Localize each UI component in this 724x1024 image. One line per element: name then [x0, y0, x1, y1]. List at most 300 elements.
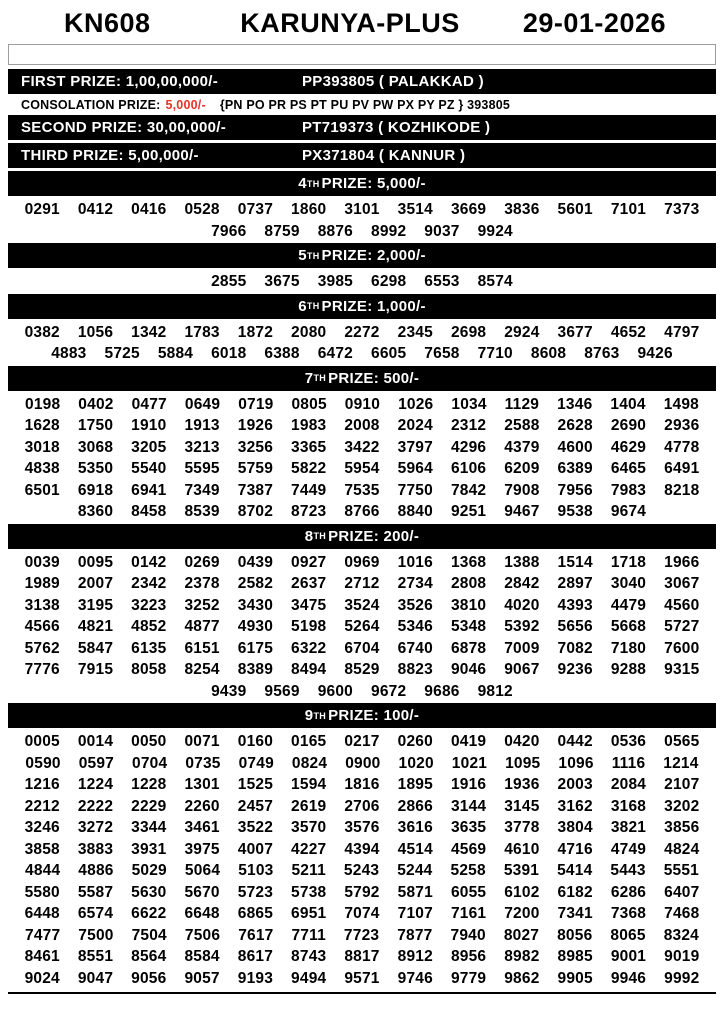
winning-number: 4821 [77, 618, 114, 635]
number-row [8, 552, 716, 574]
winning-number: 4797 [664, 323, 700, 341]
winning-number: 4379 [504, 438, 540, 456]
winning-number: 6389 [557, 460, 593, 477]
winning-number: 3616 [397, 819, 433, 836]
second-prize-winner: PT719373 ( KOZHIKODE ) [302, 119, 491, 136]
winning-number: 1216 [24, 776, 60, 793]
winning-number: 7107 [397, 905, 433, 922]
winning-number: 4296 [450, 438, 487, 456]
number-row [8, 394, 716, 416]
consolation-amount: 5,000/- [165, 98, 206, 112]
winning-number: 6182 [557, 883, 593, 901]
number-row [8, 860, 716, 882]
winning-number: 5243 [343, 862, 380, 879]
winning-number: 2855 [211, 273, 247, 290]
winning-number: 3101 [344, 201, 380, 218]
winning-number: 1895 [397, 776, 433, 793]
winning-number: 1913 [184, 417, 220, 434]
winning-number: 3669 [450, 201, 487, 218]
prize-section-5th [8, 243, 716, 293]
winning-number: 2008 [344, 417, 380, 434]
number-row [8, 882, 716, 904]
winning-number: 3677 [557, 323, 593, 341]
winning-number: 6322 [291, 639, 327, 657]
prize-section-8th [8, 524, 716, 703]
winning-number: 9047 [77, 969, 114, 987]
winning-number: 2637 [291, 575, 327, 592]
winning-number: 0927 [291, 553, 327, 571]
winning-number: 2582 [237, 575, 274, 592]
winning-number: 4560 [664, 596, 700, 614]
winning-number: 3931 [131, 840, 167, 858]
winning-number: 8551 [77, 948, 114, 965]
winning-number: 8759 [264, 222, 300, 240]
winning-number: 6151 [184, 639, 220, 657]
first-prize-winner: PP393805 ( PALAKKAD ) [302, 73, 484, 90]
winning-number: 5954 [344, 460, 380, 477]
winning-number: 5630 [131, 883, 167, 901]
winning-number: 0749 [238, 754, 274, 772]
winning-number: 5540 [131, 460, 167, 477]
winning-number: 1936 [504, 776, 540, 793]
winning-number: 4394 [344, 840, 380, 858]
winning-number: 3205 [131, 438, 167, 456]
winning-number: 1966 [664, 553, 700, 571]
winning-number: 0217 [344, 733, 380, 750]
second-prize-label: SECOND PRIZE: 30,00,000/- [21, 119, 227, 136]
winning-number: 1983 [291, 417, 327, 434]
winning-number: 4566 [24, 618, 60, 635]
winning-number: 1910 [131, 417, 167, 434]
winning-number: 7710 [477, 345, 513, 362]
winning-number: 3068 [77, 438, 114, 456]
winning-number: 6298 [371, 273, 407, 290]
section-title-4th: 4 TH PRIZE: 5,000/- [8, 171, 716, 196]
winning-number: 5551 [663, 862, 699, 879]
winning-number: 3675 [264, 273, 300, 290]
winning-number: 8027 [503, 926, 540, 944]
winning-number: 9600 [317, 682, 353, 700]
winning-number: 0050 [131, 733, 167, 750]
winning-number: 1404 [610, 395, 646, 413]
winning-number: 1020 [398, 754, 434, 772]
winning-number: 6102 [504, 883, 540, 901]
winning-number: 6286 [610, 883, 647, 901]
number-row [8, 817, 716, 839]
winning-number: 4824 [664, 840, 700, 858]
number-row [8, 925, 716, 947]
winning-number: 3168 [610, 797, 647, 815]
winning-number: 7940 [450, 926, 486, 944]
winning-number: 9672 [371, 682, 407, 700]
winning-number: 3223 [131, 596, 167, 614]
third-prize-winner: PX371804 ( KANNUR ) [302, 147, 466, 164]
winning-number: 2345 [397, 323, 433, 341]
winning-number: 3821 [610, 819, 647, 836]
winning-number: 6865 [237, 905, 274, 922]
winning-number: 5103 [238, 862, 274, 879]
winning-number: 5727 [664, 618, 700, 635]
number-row [8, 796, 716, 818]
winning-number: 5064 [184, 862, 221, 879]
winning-number: 2080 [291, 323, 327, 341]
winning-number: 1594 [291, 776, 327, 793]
section-title-7th: 7 TH PRIZE: 500/- [8, 366, 716, 391]
winning-number: 7750 [397, 481, 433, 499]
winning-number: 9037 [424, 222, 460, 240]
number-row [8, 595, 716, 617]
number-row [8, 437, 716, 459]
winning-number: 0419 [450, 733, 487, 750]
winning-number: 2212 [24, 797, 60, 815]
winning-number: 3883 [77, 840, 114, 858]
winning-number: 3856 [664, 819, 700, 836]
winning-number: 9315 [664, 661, 700, 678]
winning-number: 1989 [24, 575, 60, 592]
winning-number: 2628 [557, 417, 593, 434]
number-row [8, 968, 716, 990]
winning-number: 2866 [397, 797, 433, 815]
winning-number: 9812 [477, 682, 513, 700]
winning-number: 6055 [450, 883, 487, 901]
winning-number: 7966 [211, 222, 247, 240]
winning-number: 1116 [611, 754, 646, 772]
winning-number: 0160 [237, 733, 274, 750]
winning-number: 4930 [237, 618, 274, 635]
winning-number: 4852 [131, 618, 167, 635]
winning-number: 1224 [77, 776, 114, 793]
winning-number: 4629 [610, 438, 647, 456]
draw-date: 29-01-2026 [522, 8, 666, 38]
winning-number: 3272 [77, 819, 114, 836]
winning-number: 1926 [237, 417, 274, 434]
winning-number: 4778 [664, 438, 700, 456]
winning-number: 1368 [450, 553, 487, 571]
winning-number: 0039 [24, 553, 60, 571]
number-row [8, 343, 716, 365]
number-row [8, 731, 716, 753]
winning-number: 8584 [184, 948, 220, 965]
winning-number: 9001 [610, 948, 647, 965]
winning-number: 1034 [451, 395, 487, 413]
winning-number: 7373 [664, 201, 700, 218]
winning-number: 0597 [78, 754, 115, 772]
winning-number: 2924 [504, 323, 540, 341]
winning-number: 8723 [291, 503, 327, 520]
winning-number: 4886 [78, 862, 114, 879]
winning-number: 1498 [663, 395, 699, 413]
winning-number: 7101 [610, 201, 647, 218]
winning-number: 5738 [291, 883, 327, 901]
winning-number: 2712 [344, 575, 380, 592]
number-row [8, 415, 716, 437]
winning-number: 5964 [397, 460, 433, 477]
winning-number: 1016 [397, 553, 433, 571]
winning-number: 9236 [557, 661, 593, 678]
winning-number: 5580 [24, 883, 60, 901]
winning-number: 0824 [291, 754, 328, 772]
winning-number: 4569 [450, 840, 487, 858]
consolation-label: CONSOLATION PRIZE: [21, 98, 161, 112]
prize-section-7th [8, 366, 716, 523]
consolation-series: {PN PO PR PS PT PU PV PW PX PY PZ } 393805 [219, 98, 511, 112]
number-row [8, 774, 716, 796]
winning-number: 4844 [25, 862, 61, 879]
winning-number: 0910 [344, 395, 381, 413]
winning-number: 0269 [184, 553, 220, 571]
winning-number: 8574 [477, 273, 513, 290]
winning-number: 0412 [77, 201, 114, 218]
winning-number: 6648 [184, 905, 220, 922]
winning-number: 3365 [291, 438, 327, 456]
winning-number: 8992 [371, 222, 407, 240]
winning-number: 0165 [291, 733, 327, 750]
winning-number: 9251 [450, 503, 487, 520]
winning-number: 3514 [397, 201, 433, 218]
winning-number: 0735 [185, 754, 221, 772]
winning-number: 1095 [505, 754, 541, 772]
winning-number: 9019 [664, 948, 700, 965]
winning-number: 4749 [610, 840, 647, 858]
winning-number: 4716 [557, 840, 593, 858]
winning-number: 9674 [610, 503, 647, 520]
winning-number: 8743 [291, 948, 327, 965]
winning-number: 7074 [344, 905, 380, 922]
winning-number: 2107 [664, 776, 700, 793]
winning-number: 3018 [24, 438, 60, 456]
number-row [8, 839, 716, 861]
winning-number: 7842 [450, 481, 487, 499]
winning-number: 3040 [610, 575, 647, 592]
winning-number: 5884 [157, 345, 194, 362]
winning-number: 5822 [291, 460, 327, 477]
number-row [8, 573, 716, 595]
winning-number: 5211 [291, 862, 326, 879]
winning-number: 4020 [504, 596, 540, 614]
number-row [8, 480, 716, 502]
winning-number: 9924 [477, 222, 513, 240]
winning-number: 2897 [557, 575, 593, 592]
number-row [8, 221, 716, 243]
winning-number: 7368 [610, 905, 647, 922]
section-title-5th: 5 TH PRIZE: 2,000/- [8, 243, 716, 268]
winning-number: 6018 [211, 345, 247, 362]
winning-number: 7349 [184, 481, 220, 499]
number-row [8, 199, 716, 221]
winning-number: 1021 [451, 754, 488, 772]
winning-number: 8461 [24, 948, 60, 965]
number-row [8, 322, 716, 344]
winning-number: 3804 [557, 819, 593, 836]
winning-number: 8494 [291, 661, 327, 678]
title-row [8, 6, 716, 43]
winning-number: 5392 [504, 618, 540, 635]
winning-number: 1718 [610, 553, 647, 571]
number-row [8, 903, 716, 925]
winning-number: 1214 [663, 754, 699, 772]
winning-number: 7983 [610, 481, 647, 499]
winning-number: 2024 [397, 417, 433, 434]
winning-number: 3635 [450, 819, 487, 836]
winning-number: 2706 [344, 797, 380, 815]
winning-number: 9193 [237, 969, 274, 987]
winning-number: 7711 [291, 926, 326, 944]
winning-number: 3195 [77, 596, 114, 614]
second-prize-bar [8, 115, 716, 140]
winning-number: 6941 [131, 481, 167, 499]
winning-number: 6209 [504, 460, 540, 477]
winning-number: 3162 [557, 797, 593, 815]
winning-number: 8702 [237, 503, 274, 520]
winning-number: 5346 [397, 618, 433, 635]
winning-number: 0442 [557, 733, 593, 750]
winning-number: 2003 [557, 776, 593, 793]
winning-number: 3246 [24, 819, 60, 836]
winning-number: 9686 [424, 682, 460, 700]
winning-number: 5587 [77, 883, 114, 901]
winning-number: 1056 [77, 323, 114, 341]
winning-number: 5348 [450, 618, 487, 635]
winning-number: 2936 [664, 417, 700, 434]
winning-number: 4393 [557, 596, 593, 614]
third-prize-bar [8, 143, 716, 168]
winning-number: 2222 [77, 797, 114, 815]
number-row [8, 638, 716, 660]
winning-number: 9024 [24, 969, 60, 987]
winning-number: 9494 [291, 969, 327, 987]
winning-number: 4883 [51, 345, 87, 362]
winning-number: 1301 [184, 776, 220, 793]
winning-number: 6472 [317, 345, 353, 362]
winning-number: 8058 [131, 661, 167, 678]
winning-number: 3430 [237, 596, 274, 614]
winning-number: 2808 [450, 575, 487, 592]
winning-number: 8389 [237, 661, 274, 678]
winning-number: 3422 [344, 438, 380, 456]
winning-number: 7161 [450, 905, 487, 922]
winning-number: 6574 [77, 905, 114, 922]
winning-number: 7341 [557, 905, 593, 922]
winning-number: 2588 [504, 417, 540, 434]
winning-number: 0416 [131, 201, 167, 218]
winning-number: 1388 [504, 553, 540, 571]
winning-number: 3778 [504, 819, 540, 836]
winning-number: 8985 [557, 948, 593, 965]
winning-number: 5723 [237, 883, 274, 901]
winning-number: 5601 [557, 201, 593, 218]
winning-number: 5656 [557, 618, 593, 635]
winning-number: 7723 [343, 926, 380, 944]
winning-number: 3144 [450, 797, 487, 815]
winning-number: 9779 [450, 969, 487, 987]
winning-number: 6622 [131, 905, 167, 922]
winning-number: 3858 [24, 840, 60, 858]
winning-number: 7600 [664, 639, 700, 657]
winning-number: 3461 [184, 819, 220, 836]
winning-number: 6175 [237, 639, 274, 657]
winning-number: 3138 [24, 596, 60, 614]
prize-section-4th [8, 171, 716, 242]
winning-number: 0719 [238, 395, 274, 413]
winning-number: 5258 [450, 862, 486, 879]
winning-number: 0291 [24, 201, 60, 218]
winning-number: 0528 [184, 201, 220, 218]
winning-number: 9067 [504, 661, 540, 678]
winning-number: 5762 [24, 639, 60, 657]
winning-number: 8823 [397, 661, 433, 678]
winning-number: 6465 [610, 460, 647, 477]
winning-number: 2698 [450, 323, 487, 341]
winning-number: 9426 [637, 345, 673, 362]
winning-number: 2690 [610, 417, 647, 434]
winning-number: 0420 [504, 733, 540, 750]
winning-number: 0805 [291, 395, 327, 413]
winning-number: 4838 [24, 460, 60, 477]
winning-number: 5595 [184, 460, 220, 477]
winning-number: 0071 [184, 733, 220, 750]
winning-number: 6388 [264, 345, 300, 362]
winning-number: 0142 [131, 553, 167, 571]
winning-number: 2084 [610, 776, 647, 793]
bottom-divider [8, 992, 716, 994]
winning-number: 6135 [131, 639, 167, 657]
winning-number: 8360 [77, 503, 114, 520]
winning-number: 5668 [610, 618, 647, 635]
winning-number: 1026 [398, 395, 434, 413]
winning-number: 1750 [77, 417, 114, 434]
winning-number: 3985 [317, 273, 353, 290]
winning-number: 0649 [184, 395, 221, 413]
winning-number: 5670 [184, 883, 220, 901]
winning-number: 4227 [291, 840, 327, 858]
winning-number: 4877 [184, 618, 220, 635]
winning-number: 4479 [610, 596, 647, 614]
winning-number: 3522 [237, 819, 274, 836]
number-row [8, 753, 716, 775]
winning-number: 1228 [131, 776, 167, 793]
winning-number: 8956 [450, 948, 487, 965]
winning-number: 8529 [344, 661, 380, 678]
winning-number: 6918 [77, 481, 114, 499]
winning-number: 0402 [78, 395, 114, 413]
winning-number: 5198 [291, 618, 327, 635]
winning-number: 1129 [504, 395, 540, 413]
section-title-9th: 9 TH PRIZE: 100/- [8, 703, 716, 728]
winning-number: 4007 [237, 840, 274, 858]
winning-number: 7504 [131, 926, 167, 944]
winning-number: 1096 [558, 754, 594, 772]
winning-number: 9538 [557, 503, 593, 520]
winning-number: 8982 [504, 948, 540, 965]
winning-number: 9439 [211, 682, 247, 700]
winning-number: 7449 [291, 481, 327, 499]
prize-number-sections [8, 171, 716, 989]
winning-number: 1628 [24, 417, 60, 434]
winning-number: 7387 [237, 481, 274, 499]
number-row [8, 681, 716, 703]
winning-number: 5792 [344, 883, 380, 901]
winning-number: 1514 [557, 553, 593, 571]
number-row [8, 501, 716, 523]
winning-number: 0704 [132, 754, 168, 772]
winning-number: 3475 [291, 596, 327, 614]
winning-number: 3524 [344, 596, 380, 614]
winning-number: 0260 [397, 733, 433, 750]
winning-number: 3526 [397, 596, 433, 614]
winning-number: 3213 [184, 438, 220, 456]
number-row [8, 616, 716, 638]
winning-number: 8617 [237, 948, 274, 965]
